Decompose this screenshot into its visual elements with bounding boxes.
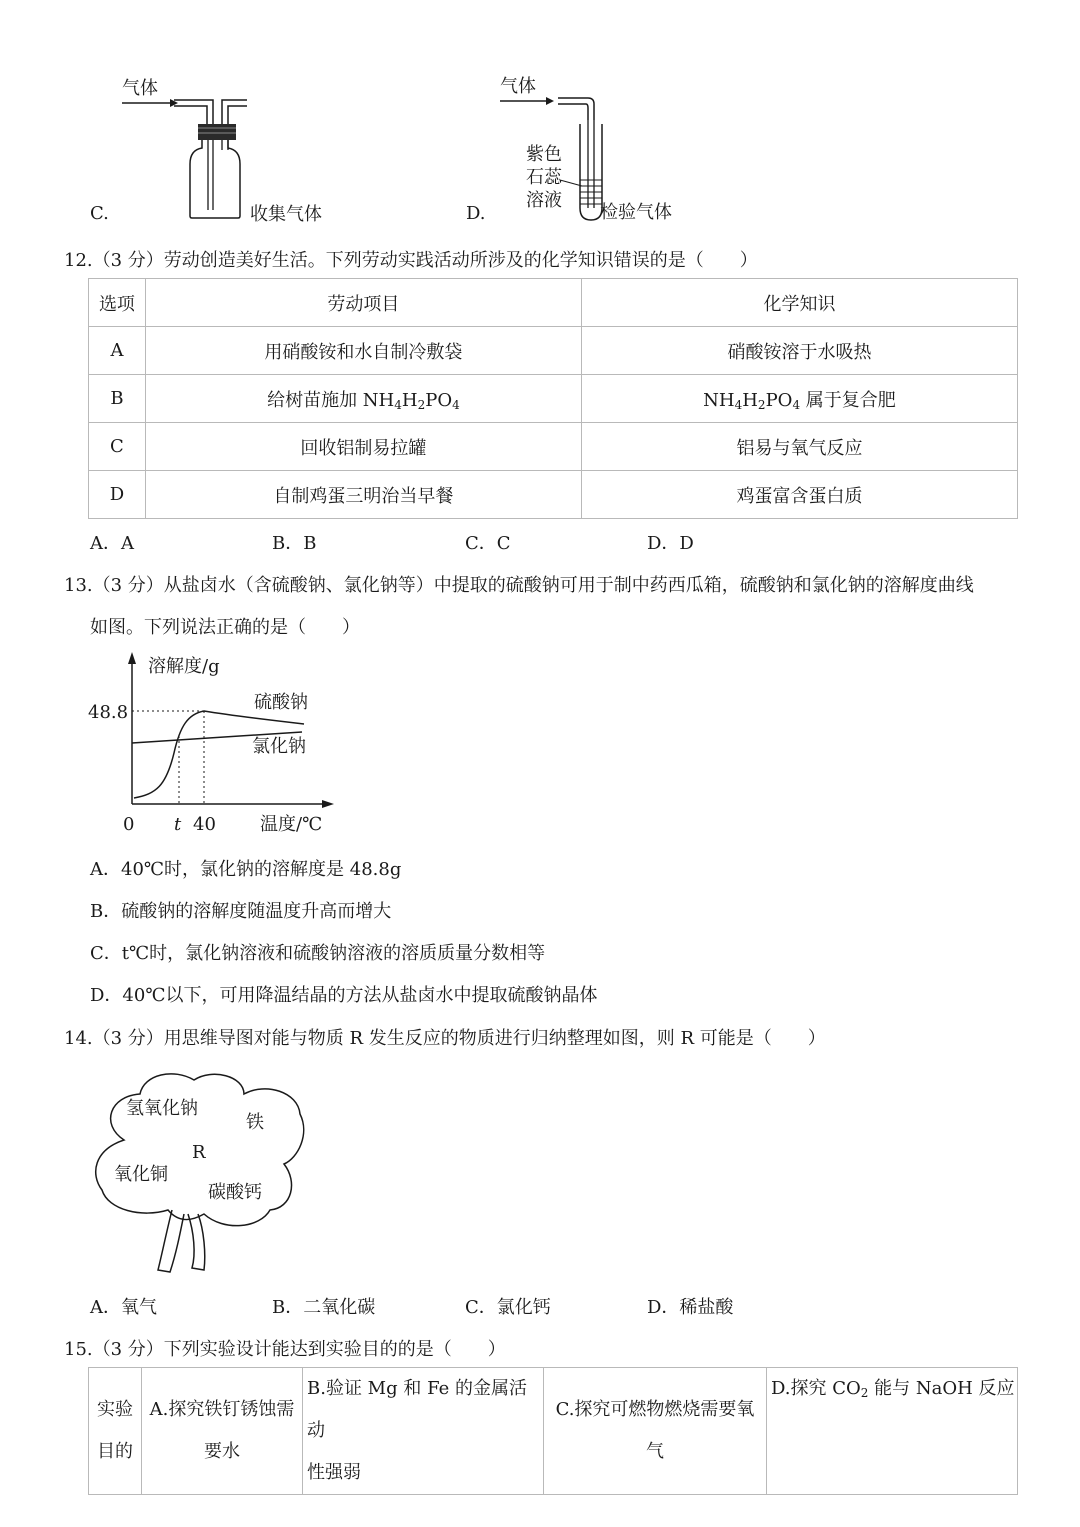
- gas-label-c: 气体: [122, 78, 158, 99]
- row-a-option: A: [89, 327, 146, 375]
- collection-bottle: [190, 140, 240, 218]
- litmus-label-2: 石蕊: [526, 167, 562, 188]
- q14-choice-a[interactable]: A．氧气: [90, 1297, 157, 1318]
- litmus-label-1: 紫色: [526, 144, 562, 165]
- litmus-label-3: 溶液: [526, 190, 562, 211]
- x-tick-0: 0: [123, 814, 135, 835]
- gas-label-d: 气体: [500, 76, 536, 97]
- rubber-stopper: [198, 124, 236, 140]
- q14-choice-b[interactable]: B．二氧化碳: [272, 1297, 376, 1318]
- q15-table: [88, 1367, 1018, 1495]
- table-row: [89, 279, 1018, 327]
- q14-choice-d[interactable]: D．稀盐酸: [647, 1297, 734, 1318]
- q15-cell-b: B.验证 Mg 和 Fe 的金属活动 性强弱: [303, 1368, 544, 1495]
- q15-cell-c: C.探究可燃物燃烧需要氧 气: [544, 1368, 767, 1495]
- test-tube: [580, 124, 602, 220]
- x-tick-t: t: [174, 814, 182, 835]
- y-tick-48-8: 48.8: [88, 702, 129, 723]
- question-13-stem-line1: 13.（3 分）从盐卤水（含硫酸钠、氯化钠等）中提取的硫酸钠可用于制中药西瓜箱，硫酸钠和氯化钠的溶解度曲线: [64, 575, 974, 596]
- leaf-cuo: 氧化铜: [114, 1164, 168, 1185]
- q12-choice-b[interactable]: B．B: [272, 533, 317, 554]
- row-a-knowledge: 硝酸铵溶于水吸热: [581, 327, 1017, 375]
- center-r: R: [192, 1142, 206, 1163]
- row-a-item: 用硝酸铵和水自制冷敷袋: [145, 327, 581, 375]
- row-b-option: B: [89, 375, 146, 423]
- row-c-knowledge: 铝易与氧气反应: [581, 423, 1017, 471]
- row-c-option: C: [89, 423, 146, 471]
- test-tube-litmus-figure: [490, 68, 700, 230]
- q14-choice-c[interactable]: C．氯化钙: [465, 1297, 551, 1318]
- x-tick-40: 40: [193, 814, 216, 835]
- series-label-na2so4: 硫酸钠: [254, 692, 308, 713]
- q12-choice-c[interactable]: C．C: [465, 533, 511, 554]
- row-c-item: 回收铝制易拉罐: [145, 423, 581, 471]
- leaf-naoh: 氢氧化钠: [126, 1098, 198, 1119]
- y-axis-arrow: [128, 652, 136, 664]
- header-chem-knowledge: 化学知识: [581, 279, 1017, 327]
- q12-table: [88, 278, 1018, 519]
- header-option: 选项: [89, 279, 146, 327]
- q15-cell-d: D.探究 $CO_2$ 能与 NaOH 反应: [767, 1368, 1018, 1495]
- question-14-stem: 14.（3 分）用思维导图对能与物质 R 发生反应的物质进行归纳整理如图，则 R 可能是（ ）: [64, 1028, 826, 1049]
- clover-stem-2: [188, 1214, 205, 1270]
- gas-arrowhead-d: [546, 97, 554, 105]
- table-row: [89, 471, 1018, 519]
- row-b-item: 给树苗施加 $NH_4H_2PO_4$: [145, 375, 581, 423]
- row-d-option: D: [89, 471, 146, 519]
- q13-choice-a[interactable]: A．40℃时，氯化钠的溶解度是 48.8g: [90, 859, 402, 880]
- table-row: [89, 375, 1018, 423]
- leaf-iron: 铁: [246, 1112, 264, 1133]
- x-axis-label: 温度/℃: [260, 814, 323, 835]
- header-purpose: 实验 目的: [89, 1368, 142, 1495]
- clover-mind-map: [84, 1058, 314, 1278]
- table-row: [89, 423, 1018, 471]
- question-15-stem: 15.（3 分）下列实验设计能达到实验目的的是（ ）: [64, 1339, 506, 1360]
- solubility-chart: [84, 648, 354, 838]
- option-c-letter: C.: [90, 203, 109, 224]
- question-12-stem: 12.（3 分）劳动创造美好生活。下列劳动实践活动所涉及的化学知识错误的是（ ）: [64, 250, 758, 271]
- q13-choice-d[interactable]: D．40℃以下，可用降温结晶的方法从盐卤水中提取硫酸钠晶体: [90, 985, 598, 1006]
- x-axis-arrow: [322, 800, 334, 808]
- y-axis-label: 溶解度/g: [148, 656, 220, 677]
- table-row: [89, 327, 1018, 375]
- leaf-caco3: 碳酸钙: [208, 1182, 262, 1203]
- caption-test-gas: 检验气体: [600, 202, 672, 223]
- question-13-stem-line2: 如图。下列说法正确的是（ ）: [90, 617, 360, 638]
- gas-collection-bottle-figure: [110, 70, 360, 230]
- row-d-item: 自制鸡蛋三明治当早餐: [145, 471, 581, 519]
- q15-cell-a: A.探究铁钉锈蚀需 要水: [142, 1368, 303, 1495]
- row-b-knowledge: $NH_4H_2PO_4$ 属于复合肥: [581, 375, 1017, 423]
- header-labor-item: 劳动项目: [145, 279, 581, 327]
- q13-choice-c[interactable]: C．t℃时，氯化钠溶液和硫酸钠溶液的溶质质量分数相等: [90, 943, 546, 964]
- series-label-nacl: 氯化钠: [252, 736, 306, 757]
- caption-collect-gas: 收集气体: [250, 204, 322, 225]
- table-row: [89, 1368, 1018, 1495]
- row-d-knowledge: 鸡蛋富含蛋白质: [581, 471, 1017, 519]
- q13-choice-b[interactable]: B．硫酸钠的溶解度随温度升高而增大: [90, 901, 392, 922]
- q12-choice-a[interactable]: A．A: [90, 533, 134, 554]
- q12-choice-d[interactable]: D．D: [647, 533, 694, 554]
- option-d-letter: D.: [466, 203, 486, 224]
